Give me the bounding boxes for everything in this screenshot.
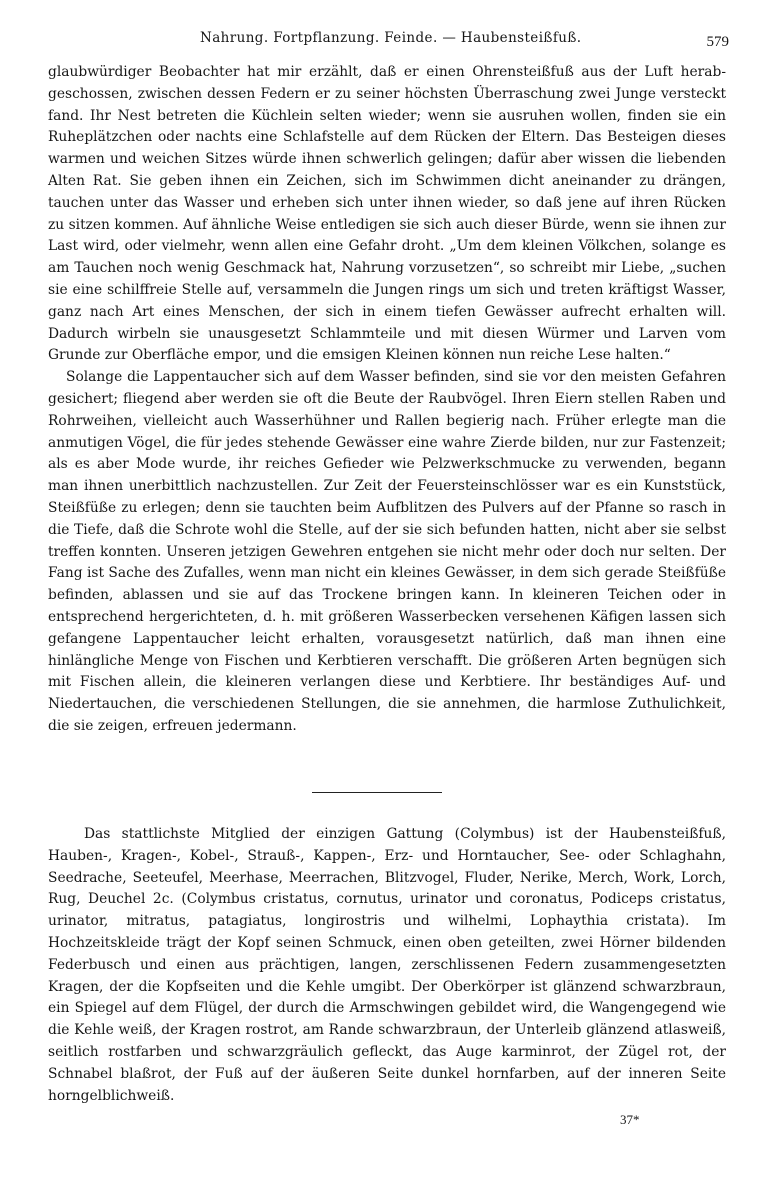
running-title: Nahrung. Fortpflanzung. Feinde. — Haubensteißfuß. <box>200 30 582 46</box>
paragraph-continued: glaubwürdiger Beobachter hat mir erzählt, daß er einen Ohrensteißfuß aus der Luft herabgeschossen, zwischen dessen Federn er zu seiner höchsten Überraschung zwei Junge versteckt fand. Ihr Nest betreten die Küchlein selten wieder; wenn sie ausruhen wollen, finden sie ein Ruheplätzchen oder nachts eine Schlafstelle auf dem Rücken der Eltern. Das Besteigen dieses warmen und weichen Sitzes würde ihnen schwerlich gelingen; dafür aber wissen die liebenden Alten Rat. Sie geben ihnen ein Zeichen, sich im Schwimmen dicht aneinander zu drängen, tauchen unter das Wasser und erheben sich unter ihnen wieder, so daß jene auf ihren Rücken zu sitzen kommen. Auf ähnliche Weise entledigen sie sich auch dieser Bürde, wenn sie ihnen zur Last wird, oder vielmehr, wenn allen eine Gefahr droht. „Um dem kleinen Völkchen, solange es am Tauchen noch wenig Geschmack hat, Nahrung vorzusetzen“, so schreibt mir Liebe, „suchen sie eine schilffreie Stelle auf, versammeln die Jungen rings um sich und treten kräftigst Wasser, ganz nach Art eines Menschen, der sich in einem tiefen Gewässer aufrecht erhalten will. Dadurch wirbeln sie unausgesetzt Schlammteile und mit diesen Würmer und Larven vom Grunde zur Oberfläche empor, und die emsigen Kleinen können nun reiche Lese halten.“ <box>48 64 726 364</box>
paragraph-species-description: Das stattlichste Mitglied der einzigen Gattung (Colymbus) ist der Haubensteißfuß, Hauben-, Kragen-, Kobel-, Strauß-, Kappen-, Erz- und Horntaucher, See- oder Schlaghahn, Seedrache, Seeteufel, Meerhase, Meerrachen, Blitzvogel, Fluder, Nerike, Merch, Work, Lorch, Rug, Deuchel 2c. (Colymbus cristatus, cornutus, urinator und coronatus, Podiceps cristatus, urinator, mitratus, patagiatus, longirostris und wilhelmi, Lophaythia cristata). Im Hochzeitskleide trägt der Kopf seinen Schmuck, einen oben geteilten, zwei Hörner bildenden Federbusch und einen aus prächtigen, langen, zerschlissenen Federn zusammengesetzten Kragen, der die Kopfseiten und die Kehle umgibt. Der Oberkörper ist glänzend schwarzbraun, ein Spiegel auf dem Flügel, der durch die Armschwingen gebildet wird, die Wangengegend wie die Kehle weiß, der Kragen rostrot, am Rande schwarzbraun, der Unterleib glänzend atlasweiß, seitlich rostfarben und schwarzgräulich gefleckt, das Auge karminrot, der Zügel rot, der Schnabel blaßrot, der Fuß auf der äußeren Seite dunkel hornfarben, auf der inneren Seite horngelblichweiß. <box>48 826 726 1104</box>
sheet-signature: 37* <box>620 1112 640 1127</box>
main-text <box>48 62 726 738</box>
paragraph-dangers-and-capture: Solange die Lappentaucher sich auf dem Wasser befinden, sind sie vor den meisten Gefahren gesichert; fliegend aber werden sie oft die Beute der Raubvögel. Ihren Eiern stellen Raben und Rohrweihen, vielleicht auch Wasserhühner und Rallen begierig nach. Früher erlegte man die anmutigen Vögel, die für jedes stehende Gewässer eine wahre Zierde bilden, nur zur Fastenzeit; als es aber Mode wurde, ihr reiches Gefieder wie Pelzwerkschmucke zu verwenden, begann man ihnen unerbittlich nachzustellen. Zur Zeit der Feuersteinschlösser war es ein Kunststück, Steißfüße zu erlegen; denn sie tauchten beim Aufblitzen des Pulvers auf der Pfanne so rasch in die Tiefe, daß die Schrote wohl die Stelle, auf der sie sich befunden hatten, nicht aber sie selbst treffen konnten. Unseren jetzigen Gewehren entgehen sie nicht mehr oder doch nur selten. Der Fang ist Sache des Zufalles, wenn man nicht ein kleines Gewässer, in dem sich gerade Steißfüße befinden, ablassen und sie auf das Trockene bringen kann. In kleineren Teichen oder in entsprechend hergerichteten, d. h. mit größeren Wasserbecken versehenen Käfigen lassen sich gefangene Lappentaucher leicht erhalten, vorausgesetzt natürlich, daß man ihnen eine hinlängliche Menge von Fischen und Kerbtieren verschafft. Die größeren Arten begnügen sich mit Fischen allein, die kleineren verlangen diese und Kerbtiere. Ihr beständiges Auf- und Niedertauchen, die verschiedenen Stellungen, die sie annehmen, die harmlose Zuthulichkeit, die sie zeigen, erfreuen jedermann. <box>48 369 727 734</box>
running-head <box>0 30 765 54</box>
page-number: 579 <box>706 34 729 50</box>
species-section <box>48 824 726 1107</box>
section-divider <box>312 792 442 793</box>
